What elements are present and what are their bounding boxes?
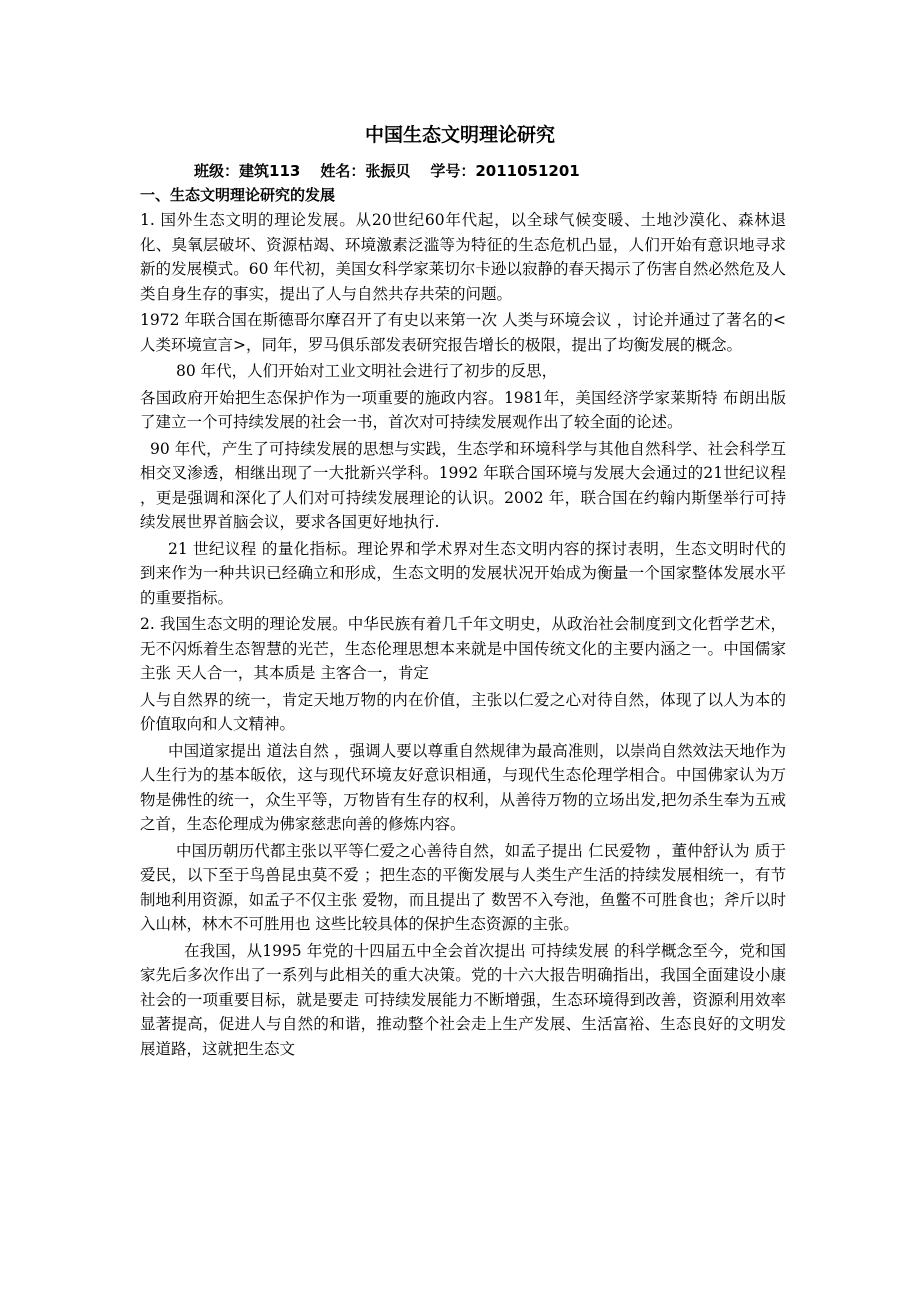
paragraph: 中国道家提出 道法自然 ，强调人要以尊重自然规律为最高准则，以崇尚自然效法天地作为人生行为的基本皈依，这与现代环境友好意识相通，与现代生态伦理学相合。中国佛家认为万物是佛性的统一，众生平等，万物皆有生存的权利，从善待万物的立场出发,把勿杀生奉为五戒之首，生态伦理成为佛家慈悲向善的修炼内容。 bbox=[140, 741, 786, 833]
paragraph: 1972 年联合国在斯德哥尔摩召开了有史以来第一次 人类与环境会议 ，讨论并通过了著名的<人类环境宣言>，同年，罗马俱乐部发表研究报告增长的极限，提出了均衡发展的概念。 bbox=[140, 311, 786, 354]
paragraph: 21 世纪议程 的量化指标。理论界和学术界对生态文明内容的探讨表明，生态文明时代的到来作为一种共识已经确立和形成，生态文明的发展状况开始成为衡量一个国家整体发展水平的重要指标。 bbox=[140, 539, 786, 607]
paragraph: 各国政府开始把生态保护作为一项重要的施政内容。1981年，美国经济学家莱斯特 布朗出版了建立一个可持续发展的社会一书，首次对可持续发展观作出了较全面的论述。 bbox=[140, 388, 786, 431]
paragraph: 1. 国外生态文明的理论发展。从20世纪60年代起，以全球气候变暖、土地沙漠化、森林退化、臭氧层破坏、资源枯竭、环境激素泛滥等为特征的生态危机凸显，人们开始有意识地寻求新的发展模式。60 年代初，美国女科学家莱切尔卡逊以寂静的春天揭示了伤害自然必然危及人类自身生存的事实，提出了人与自然共存共荣的问题。 bbox=[140, 211, 786, 303]
class-label: 班级：建筑113 bbox=[194, 162, 301, 180]
paragraph: 人与自然界的统一，肯定天地万物的内在价值，主张以仁爱之心对待自然，体现了以人为本的价值取向和人文精神。 bbox=[140, 690, 786, 733]
name-label: 姓名：张振贝 bbox=[320, 162, 411, 180]
document-body bbox=[140, 208, 786, 1063]
paragraph: 2. 我国生态文明的理论发展。中华民族有着几千年文明史，从政治社会制度到文化哲学艺术，无不闪烁着生态智慧的光芒，生态伦理思想本来就是中国传统文化的主要内涵之一。中国儒家主张 天人合一，其本质是 主客合一，肯定 bbox=[140, 615, 786, 682]
document-title: 中国生态文明理论研究 bbox=[364, 124, 555, 146]
paragraph: 中国历朝历代都主张以平等仁爱之心善待自然，如孟子提出 仁民爱物 ，董仲舒认为 质于爱民，以下至于鸟兽昆虫莫不爱 ；把生态的平衡发展与人类生产生活的持续发展相统一，有节制地利用资源，如孟子不仅主张 爱物，而且提出了 数罟不入夸池，鱼鳖不可胜食也；斧斤以时入山林，林木不可胜用也 这些比较具体的保护生态资源的主张。 bbox=[140, 841, 786, 933]
student-id-label: 学号：2011051201 bbox=[430, 162, 580, 180]
paragraph: 90 年代，产生了可持续发展的思想与实践，生态学和环境科学与其他自然科学、社会科学互相交叉渗透，相继出现了一大批新兴学科。1992 年联合国环境与发展大会通过的21世纪议程 ，更是强调和深化了人们对可持续发展理论的认识。2002 年，联合国在约翰内斯堡举行可持续发展世界首脑会议，要求各国更好地执行. bbox=[140, 439, 786, 531]
author-info bbox=[194, 158, 580, 184]
paragraph: 在我国，从1995 年党的十四届五中全会首次提出 可持续发展 的科学概念至今，党和国家先后多次作出了一系列与此相关的重大决策。党的十六大报告明确指出，我国全面建设小康社会的一项重要目标，就是要走 可持续发展能力不断增强，生态环境得到改善，资源利用效率显著提高，促进人与自然的和谐，推动整个社会走上生产发展、生活富裕、生态良好的文明发展道路，这就把生态文 bbox=[140, 941, 786, 1058]
paragraph: 80 年代，人们开始对工业文明社会进行了初步的反思， bbox=[176, 362, 558, 380]
section-heading: 一、生态文明理论研究的发展 bbox=[140, 186, 336, 204]
